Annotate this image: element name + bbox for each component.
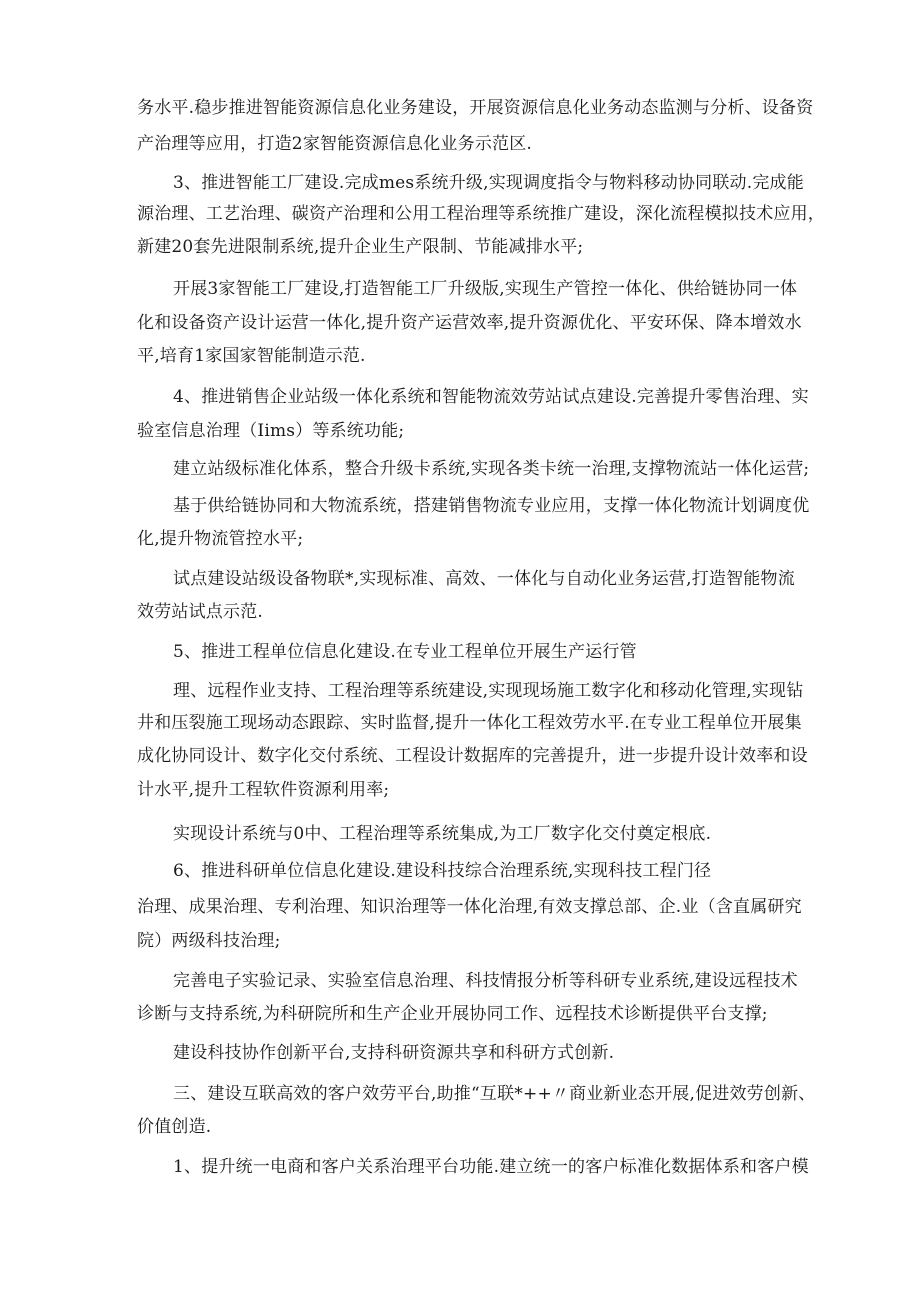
text-line: 治理、成果治理、专利治理、知识治理等一体化治理,有效支撑总部、企.业（含直属研究 <box>137 897 802 917</box>
text-line: 实现设计系统与0中、工程治理等系统集成,为工厂数字化交付奠定根底. <box>173 824 712 844</box>
text-line: 6、推进科研单位信息化建设.建设科技综合治理系统,实现科技工程门径 <box>173 861 712 881</box>
text-line: 建立站级标准化体系，整合升级卡系统,实现各类卡统一治理,支撑物流站一体化运营; <box>173 459 810 479</box>
text-line: 开展3家智能工厂建设,打造智能工厂升级版,实现生产管控一体化、供给链协同一体 <box>173 279 798 299</box>
text-line: 化,提升物流管控水平; <box>137 529 304 549</box>
text-line: 源治理、工艺治理、碳资产治理和公用工程治理等系统推广建设，深化流程模拟技术应用， <box>137 204 825 224</box>
text-line: 5、推进工程单位信息化建设.在专业工程单位开展生产运行管 <box>173 642 637 662</box>
text-line: 三、建设互联高效的客户效劳平台,助推“互联*++〃商业新业态开展,促进效劳创新、 <box>173 1084 816 1104</box>
text-line: 价值创造. <box>137 1117 212 1137</box>
text-line: 新建20套先进限制系统,提升企业生产限制、节能减排水平; <box>137 237 584 257</box>
text-line: 院）两级科技治理; <box>137 931 281 951</box>
text-line: 产治理等应用，打造2家智能资源信息化业务示范区. <box>137 134 533 154</box>
text-line: 3、推进智能工厂建设.完成mes系统升级,实现调度指令与物料移动协同联动.完成能 <box>173 173 804 193</box>
text-line: 成化协同设计、数字化交付系统、工程设计数据库的完善提升，进一步提升设计效率和设 <box>137 746 808 766</box>
text-line: 效劳站试点示范. <box>137 602 264 622</box>
text-line: 化和设备资产设计运营一体化,提升资产运营效率,提升资源优化、平安环保、降本增效水 <box>137 313 802 333</box>
text-line: 建设科技协作创新平台,支持科研资源共享和科研方式创新. <box>173 1043 615 1063</box>
text-line: 诊断与支持系统,为科研院所和生产企业开展协同工作、远程技术诊断提供平台支撑; <box>137 1004 768 1024</box>
text-line: 1、提升统一电商和客户关系治理平台功能.建立统一的客户标准化数据体系和客户模 <box>173 1157 809 1177</box>
text-line: 平,培育1家国家智能制造示范. <box>137 346 366 366</box>
text-line: 务水平.稳步推进智能资源信息化业务建设，开展资源信息化业务动态监测与分析、设备资 <box>137 98 814 118</box>
text-line: 验室信息治理（Iims）等系统功能; <box>137 421 405 441</box>
text-line: 计水平,提升工程软件资源利用率; <box>137 780 390 800</box>
text-line: 基于供给链协同和大物流系统，搭建销售物流专业应用，支撑一体化物流计划调度优 <box>173 496 810 516</box>
text-line: 完善电子实验记录、实验室信息治理、科技情报分析等科研专业系统,建设远程技术 <box>173 971 798 991</box>
text-line: 井和压裂施工现场动态跟踪、实时监督,提升一体化工程效劳水平.在专业工程单位开展集 <box>137 713 802 733</box>
text-line: 4、推进销售企业站级一体化系统和智能物流效劳站试点建设.完善提升零售治理、实 <box>173 387 809 407</box>
text-line: 试点建设站级设备物联*,实现标准、高效、一体化与自动化业务运营,打造智能物流 <box>173 569 795 589</box>
text-line: 理、远程作业支持、工程治理等系统建设,实现现场施工数字化和移动化管理,实现钻 <box>173 681 804 701</box>
